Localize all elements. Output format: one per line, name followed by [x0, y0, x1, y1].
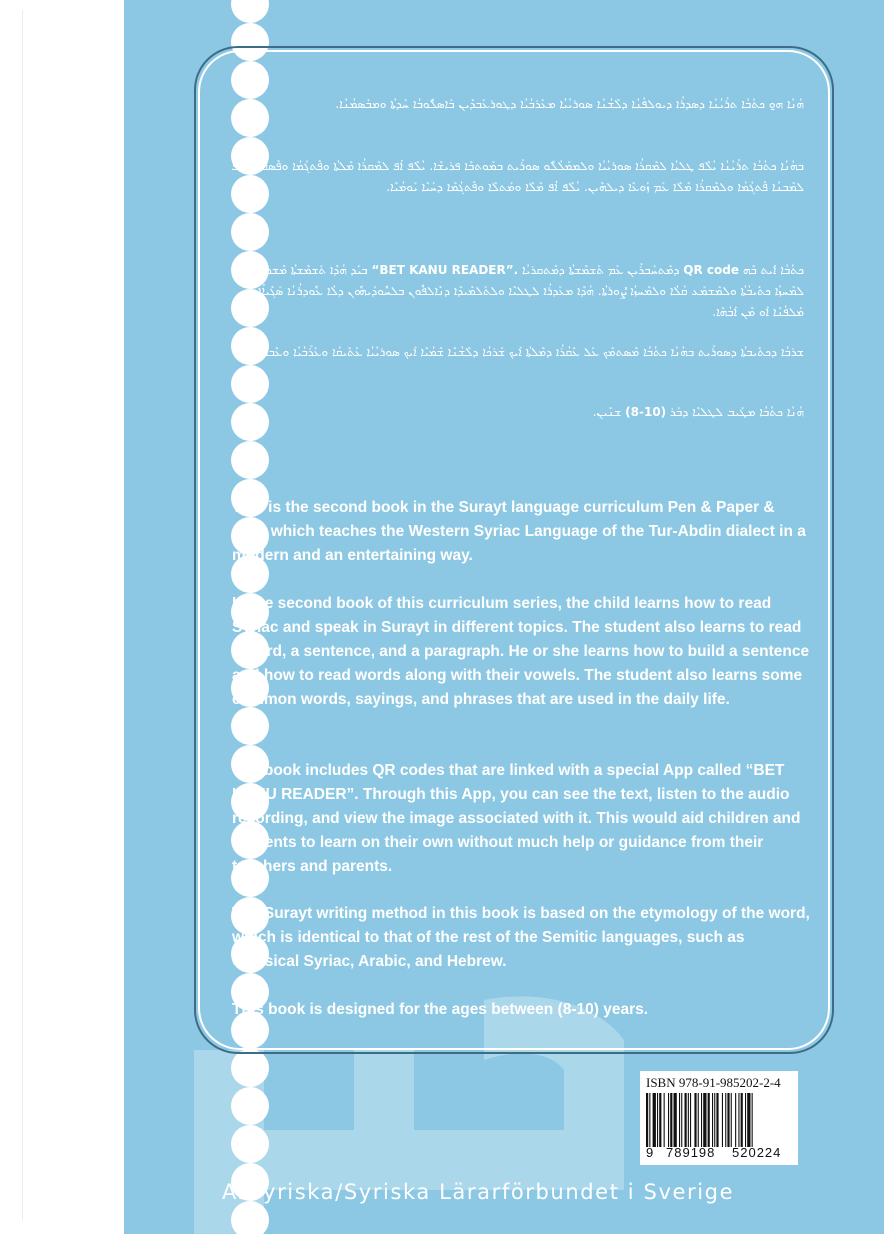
barcode-bar	[685, 1093, 687, 1147]
barcode-bar	[679, 1093, 680, 1147]
scallop	[231, 1087, 269, 1125]
isbn-barcode-label	[640, 1071, 798, 1165]
syriac-paragraph-5	[220, 402, 804, 423]
barcode-digits-left: 789198	[666, 1145, 716, 1160]
barcode-bar	[727, 1093, 729, 1147]
syriac-paragraph-3-middle: ܕܡܶܬܚܰܒܪܺܝܢ ܥܰܡ ܬܰܫܡܶܫܬܳܐ ܕܡܶܬܩܪܝܳܐ	[522, 263, 680, 277]
barcode-bar	[664, 1093, 665, 1147]
barcode-bar	[681, 1093, 682, 1147]
scallop	[231, 1049, 269, 1087]
barcode-bar	[752, 1093, 753, 1147]
barcode-bar	[674, 1093, 677, 1147]
barcode-bar	[747, 1093, 750, 1147]
age-range-term: (8-10)	[625, 405, 667, 419]
barcode-bar	[745, 1093, 746, 1147]
english-paragraph-1: This is the second book in the Surayt language curriculum Pen & Paper & App, which teaches the Western Syriac Language of the Tur-Abdin dialect in a modern and an entertaining way.	[232, 499, 806, 564]
syriac-paragraph-1: ܗܳܢܳܐ ܗ̱ܘ ܟܬܳܒܳܐ ܬܪܰܝܳܢܳܐ ܕܣܕܪܳܐ ܕܝܘܠܦܳܢܳܐ ܕܠܶܫܳܢܳܐ ܣܘܪܝܳܝܳܐ ܡܥܰܪܒܳܝܳܐ ܕܛܘܪܥܰܒܕܺܝܢ ܒܰܐܣܠܽܘܒܳܐ ܚܰܕܬܳܐ ܘܡܒܰܣܡܳܢܳܐ.	[335, 97, 804, 111]
app-name-term: “BET KANU READER”.	[371, 263, 519, 277]
barcode-bar	[668, 1093, 669, 1147]
barcode-bar	[716, 1093, 718, 1147]
syriac-paragraph-4: ܫܪܒܳܐ ܕܟܬܺܝܒܬܳܐ ܕܣܘܪܰܝܬ ܒܗܳܢܳܐ ܟܬܳܒܳܐ ܡܶܣܬܡܶܟ ܥܰܠ ܥܶܩܳܪܳܐ ܕܡܶܠܬܳܐ ܐܰܝܟ ܫܰܪܟܳܐ ܕܠܶܫܳܢܶܐ ܫܶܡܳܝܶܐ ܐܰܝܟ ܣܘܪܝܳܝܳܐ ܥܰܬܺܝܩܳܐ ܘܥܰܪܰܒܳܝܳܐ ܘܥܶܒܪܳܝܳܐ.	[250, 345, 804, 359]
barcode-bar	[694, 1093, 696, 1147]
barcode-bar	[698, 1093, 699, 1147]
english-paragraph-3: The book includes QR codes that are linked with a special App called “BET KANU READER”. Through this App, you can see the text, listen to the audio recording, and view the image associated with it. This would aid children and students to learn on their own without much help or guidance from their teachers and parents.	[232, 762, 801, 875]
syriac-paragraph-5-end: ܫܢܺܝܢ.	[592, 405, 622, 419]
barcode-bar	[708, 1093, 710, 1147]
barcode-bar	[690, 1093, 691, 1147]
barcode-image	[646, 1093, 792, 1147]
barcode-bar	[701, 1093, 702, 1147]
qr-code-term: QR code	[683, 263, 739, 277]
barcode-digit-first: 9	[646, 1145, 654, 1160]
barcode-bar	[646, 1093, 648, 1147]
scallop	[231, 1201, 269, 1234]
syriac-paragraph-3	[220, 260, 804, 323]
syriac-paragraph-2: ܒܗܳܢܳܐ ܟܬܳܒܳܐ ܬܪܰܝܳܢܳܐ ܝܳܠܶܦ ܛܠܝܳܐ ܠܡܶܩܪܳܐ ܣܘܪܝܳܝܳܐ ܘܠܡܡܰܠܳܠܽܘ ܣܘܪܰܝܬ ܒܡܰܘܬܒܶܐ ܦܪܝܫܶܐ. ܝܳܠܶܦ ܐܳܦ ܠܡܶܩܪܳܐ ܡܶܠܬܳܐ ܘܦܶܬܓܳܡܳܐ ܘܦܶܣܩܳܐ. ܝܳܠܶܦ ܠܡܶܒܢܳܐ ܦܶܬܓܳܡܳܐ ܘܠܡܶܩܪܳܐ ܡܶܠܶܐ ܥܰܡ ܙܰܘܥܶܐ ܕܝܠܗܶܝܢ. ܝܳܠܶܦ ܐܳܦ ܡܶܠܶܐ ܘܡܰܬܠܶܐ ܘܦܶܬܓܳܡܶܐ ܕܚܰܝܶܐ ܝܰܘܡܳܝܶܐ.	[231, 159, 804, 194]
syriac-paragraph-5-start: ܗܳܢܳܐ ܟܬܳܒܳܐ ܡܛܰܝܒ ܠܛܠܝܶܐ ܕܒܰܪ	[669, 405, 804, 419]
syriac-paragraph-3-start: ܟܬܳܒܳܐ ܐܺܝܬ ܒܶܗ	[742, 263, 804, 277]
page-gutter	[0, 0, 124, 1234]
isbn-number: ISBN 978-91-985202-2-4	[646, 1075, 781, 1090]
syriac-paragraph-3-end: ܒܝܰܕ ܗܳܕܶܐ ܬܰܫܡܶܫܬܳܐ ܡܶܫܟܚܺܝܬ ܠܡܶܚܙܳܐ ܟܬܺܝܒܳܬܳܐ ܘܠܡܶܫܡܰܥ ܩܳܠܳܐ ܘܠܡܶܚܙܳܐ ܨܽܘܪܬܳܐ. ܗܳܕܶܐ ܡܥܰܕܪܳܐ ܠܛܠܝܶܐ ܘܠܬܰܠܡܺܝܕܶܐ ܕܢܺܐܠܦܽܘܢ ܒܠܚܽܘܕܰܝܗܽܘܢ ܕܠܳܐ ܥܽܘܕܪܳܢܳܐ ܣܰܓܺܝܐܳܐ ܡܶܢ ܡܰܠܦܳܢܶܐ ܐܰܘ ܡܶܢ ܐܰܒܳܗܶܐ.	[239, 263, 804, 319]
barcode-bar	[722, 1093, 723, 1147]
barcode-bar	[735, 1093, 736, 1147]
english-paragraph-4: The Surayt writing method in this book is based on the etymology of the word, which is identical to that of the rest of the Semitic languages, such as Classical Syriac, Arabic, and Hebrew.	[232, 905, 810, 970]
barcode-bar	[712, 1093, 713, 1147]
page-edge-line	[22, 10, 23, 1220]
english-paragraph-5: This book is designed for the ages between (8-10) years.	[232, 1001, 649, 1018]
barcode-bar	[741, 1093, 743, 1147]
barcode-bar	[731, 1093, 732, 1147]
barcode-bar	[703, 1093, 706, 1147]
barcode-bar	[688, 1093, 689, 1147]
scallop	[231, 1125, 269, 1163]
barcode-digits-right: 520224	[732, 1145, 782, 1160]
back-cover	[124, 0, 884, 1234]
english-paragraph-2: In the second book of this curriculum series, the child learns how to read Syriac and speak in Surayt in different topics. The student also learns to read a word, a sentence, and a paragraph. He or she learns how to build a sentence and how to read words along with their vowels. The student also learns some common words, sayings, and phrases that are used in the daily life.	[232, 595, 810, 708]
barcode-bar	[714, 1093, 715, 1147]
barcode-bar	[657, 1093, 658, 1147]
barcode-bar	[738, 1093, 739, 1147]
barcode-bar	[670, 1093, 672, 1147]
barcode-bar	[725, 1093, 726, 1147]
barcode-bar	[653, 1093, 656, 1147]
barcode-bar	[649, 1093, 650, 1147]
scallop	[231, 0, 269, 23]
publisher-name: Assyriska/Syriska Lärarförbundet i Sverige	[222, 1180, 735, 1204]
barcode-bar	[659, 1093, 661, 1147]
